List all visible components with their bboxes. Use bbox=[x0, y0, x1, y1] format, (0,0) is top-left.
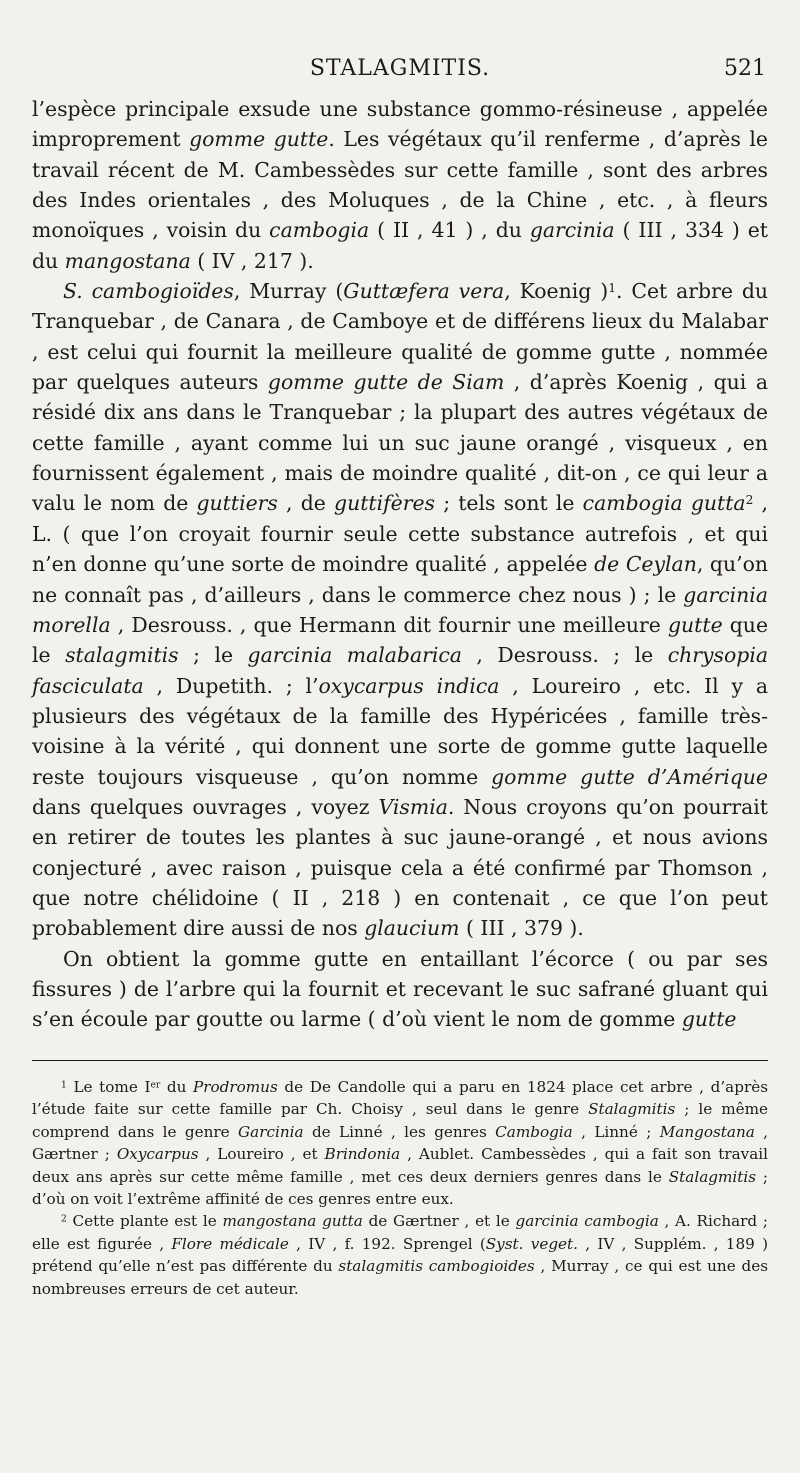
main-text bbox=[32, 94, 768, 1035]
italic-text: gomme gutte bbox=[189, 127, 329, 152]
italic-text: Oxycarpus bbox=[116, 1145, 199, 1164]
paragraph-3 bbox=[32, 944, 768, 1035]
italic-text: chrysopia fasciculata bbox=[32, 643, 768, 698]
text-run: que le bbox=[32, 612, 769, 668]
footnotes bbox=[32, 1076, 768, 1300]
text-run: de Gærtner , et le bbox=[362, 1212, 516, 1231]
text-run: l’espèce principale exsude une substance gommo-résineuse , appelée improprement bbox=[32, 97, 768, 152]
italic-text: Guttæfera vera bbox=[343, 279, 505, 304]
italic-text: gutte bbox=[681, 1007, 737, 1032]
italic-text: Flore médicale bbox=[171, 1234, 289, 1253]
italic-text: gutte bbox=[668, 612, 723, 637]
text-run: , Linné ; bbox=[572, 1122, 660, 1141]
italic-text: mangostana bbox=[64, 248, 191, 273]
italic-text: garcinia cambogia bbox=[515, 1212, 659, 1231]
italic-text: garcinia malabarica bbox=[247, 643, 462, 668]
text-run: Cette plante est le bbox=[66, 1212, 223, 1231]
italic-text: Stalagmitis bbox=[588, 1100, 676, 1119]
note-reference: er bbox=[150, 1080, 161, 1091]
italic-text: gomme gutte d’Amérique bbox=[491, 764, 768, 789]
italic-text: guttifères bbox=[334, 491, 436, 516]
text-run: . Les végétaux qu’il renferme , d’après le travail récent de M. Cambessèdes sur cette famille , sont des arbres des Indes orientales , des Moluques , de la Chine , etc. , à fleurs monoïques , voisin du bbox=[32, 127, 768, 243]
italic-text: Garcinia bbox=[238, 1122, 304, 1141]
italic-text: Vismia bbox=[378, 794, 448, 819]
footnote-1 bbox=[32, 1076, 768, 1210]
italic-text: stalagmitis bbox=[65, 643, 179, 668]
italic-text: S. cambogioïdes bbox=[63, 279, 234, 304]
text-run: , qu’on ne connaît pas , d’ailleurs , dans le commerce chez nous ) ; le bbox=[32, 552, 768, 607]
italic-text: Stalagmitis bbox=[668, 1167, 756, 1186]
italic-text: gomme gutte de Siam bbox=[267, 370, 505, 395]
text-run: ; le bbox=[178, 643, 248, 668]
italic-text: stalagmitis cambogioides bbox=[338, 1257, 535, 1276]
text-run: , Dupetith. ; l’ bbox=[143, 673, 319, 698]
note-reference: 2 bbox=[61, 1214, 67, 1225]
text-run: , Koenig ) bbox=[504, 279, 609, 304]
italic-text: guttiers bbox=[196, 491, 278, 516]
italic-text: Cambogia bbox=[495, 1122, 573, 1141]
text-run: de Linné , les genres bbox=[303, 1122, 496, 1141]
italic-text: garcinia morella bbox=[32, 582, 768, 637]
text-run: . Cet arbre du Tranquebar , de Canara , de Camboye et de différens lieux du Malabar , est celui qui fournit la meilleure qualité de gomme gutte , nommée par quelques auteurs bbox=[32, 279, 769, 395]
text-run: ( III , 379 ). bbox=[459, 916, 584, 941]
note-reference: 2 bbox=[745, 493, 754, 508]
text-run: ; d’où on voit l’extrême affinité de ces genres entre eux. bbox=[32, 1167, 769, 1209]
text-run: , Murray , ce qui est une des nombreuses erreurs de cet auteur. bbox=[32, 1257, 769, 1298]
text-run: ( II , 41 ) , du bbox=[369, 218, 530, 243]
text-run: On obtient la gomme gutte en entaillant l’écorce ( ou par ses fissures ) de l’arbre qui la fournit et recevant le suc safrané gluant qui s’en écoule par goutte ou larme ( d’où vient le nom de gomme bbox=[32, 946, 768, 1032]
italic-text: cambogia bbox=[269, 218, 370, 243]
paragraph-1 bbox=[32, 94, 768, 276]
paragraph-2 bbox=[32, 276, 768, 944]
text-run: . Nous croyons qu’on pourrait en retirer de toutes les plantes à suc jaune-orangé , et nous avions conjecturé , avec raison , puisque cela a été confirmé par Thomson , que notre chélidoine ( II , 218 ) en contenait , ce que l’on peut probablement dire aussi de nos bbox=[32, 794, 768, 941]
text-run: ( III , 334 ) et du bbox=[32, 218, 768, 273]
italic-text: Mangostana bbox=[659, 1122, 755, 1141]
text-run: , L. ( que l’on croyait fournir seule cette substance autrefois , et qui n’en donne qu’une sorte de moindre qualité , appelée bbox=[32, 491, 769, 577]
note-reference: 1 bbox=[608, 280, 616, 295]
italic-text: glaucium bbox=[364, 916, 460, 941]
text-run: , Desrouss. , que Hermann dit fournir une meilleure bbox=[110, 612, 668, 637]
italic-text: de Ceylan bbox=[594, 552, 697, 577]
text-run: , de bbox=[277, 491, 335, 516]
page-number: 521 bbox=[724, 56, 766, 81]
italic-text: Brindonia bbox=[324, 1145, 401, 1164]
text-run: , IV , Supplém. , 189 ) prétend qu’elle n’est pas différente du bbox=[32, 1234, 768, 1276]
italic-text: Prodromus bbox=[193, 1078, 278, 1096]
text-run: ; le même comprend dans le genre bbox=[32, 1100, 768, 1141]
text-run: , IV , f. 192. Sprengel ( bbox=[288, 1234, 486, 1253]
text-run: de De Candolle qui a paru en 1824 place cet arbre , d’après l’étude faite sur cette famille par Ch. Choisy , seul dans le genre bbox=[32, 1078, 768, 1119]
text-run: ; tels sont le bbox=[435, 491, 583, 516]
text-run: Le tome I bbox=[66, 1078, 151, 1096]
italic-text: garcinia bbox=[529, 218, 615, 243]
footnote-2 bbox=[32, 1210, 768, 1300]
text-run: dans quelques ouvrages , voyez bbox=[32, 794, 379, 819]
text-run: , A. Richard ; elle est figurée , bbox=[32, 1212, 768, 1253]
text-run: , d’après Koenig , qui a résidé dix ans dans le Tranquebar ; la plupart des autres végétaux de cette famille , ayant comme lui un suc jaune orangé , visqueux , en fournissent également , mais de moindre qualité , dit-on , ce qui leur a valu le nom de bbox=[32, 370, 768, 516]
text-run: , Loureiro , et bbox=[198, 1145, 325, 1164]
text-run: , Loureiro , etc. Il y a plusieurs des végétaux de la famille des Hypéricées , famille très-voisine à la vérité , qui donnent une sorte de gomme gutte laquelle reste toujours visqueuse , qu’on nomme bbox=[32, 673, 768, 789]
italic-text: mangostana gutta bbox=[222, 1212, 363, 1231]
text-run: du bbox=[160, 1078, 194, 1096]
text-run: , Gærtner ; bbox=[32, 1122, 769, 1164]
note-reference: 1 bbox=[61, 1080, 67, 1091]
italic-text: oxycarpus indica bbox=[318, 673, 500, 698]
footnote-rule bbox=[32, 1060, 768, 1061]
running-header bbox=[0, 56, 800, 90]
text-run: , Desrouss. ; le bbox=[461, 643, 668, 668]
running-title: STALAGMITIS. bbox=[309, 56, 491, 81]
italic-text: Syst. veget. bbox=[485, 1234, 578, 1253]
text-run: , Aublet. Cambessèdes , qui a fait son travail deux ans après sur cette même famille , met ces deux derniers genres dans le bbox=[32, 1145, 768, 1186]
italic-text: cambogia gutta bbox=[582, 491, 746, 516]
text-run: , Murray ( bbox=[233, 279, 344, 304]
text-run: ( IV , 217 ). bbox=[190, 248, 314, 273]
